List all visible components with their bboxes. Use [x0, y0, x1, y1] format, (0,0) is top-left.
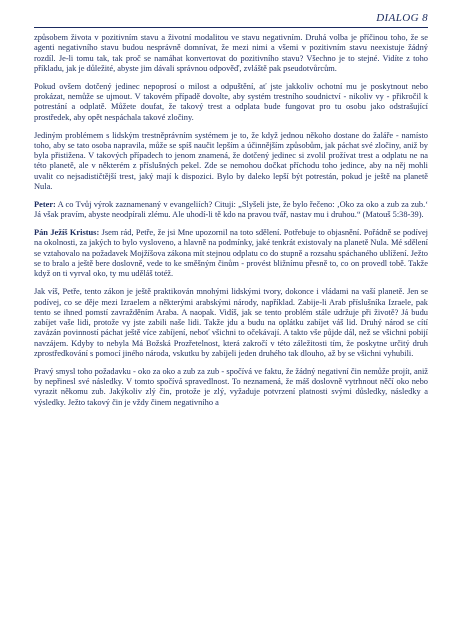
paragraph: Pravý smysl toho požadavku - oko za oko a zub za zub - spočívá ve faktu, že žádný negativní čin nemůže projít, aniž by nepřinesl své následky. V tomto spočívá spravedlnost. To neznamená, že máš doslovně vytrhnout něčí oko nebo vyrazit někomu zub. Jakýkoliv zlý čin, protože je zlý, vyžaduje potvrzení platnosti svými důsledky, následky a výsledky. Ježto takový čin je vždy činem negativního a	[34, 366, 428, 407]
dialog-peter	[34, 200, 428, 221]
paragraph: způsobem života v pozitivním stavu a životní modalitou ve stavu negativním. Druhá volba je příčinou toho, že se agenti negativního stavu budou nesprávně domnívat, že mezi nimi a všemi v pozitivním stavu neexistuje žádný rozdíl. Je-li tomu tak, tak proč se namáhat konvertovat do pozitivního stavu? Všechno je to stejné. Vidíte z toho příkladu, jak je důležité, abyste jim dávali správnou odpověď, zvláště pak pseudotvůrcům.	[34, 33, 428, 73]
dialog-text: A co Tvůj výrok zaznamenaný v evangeliích? Cituji: „Slyšeli jste, že bylo řečeno: ‚Oko za oko a zub za zub.‘ Já však pravím, abyste neodpírali zlému. Ale uhodí-li tě kdo na pravou tvář, nastav mu i druhou.“ (Matouš 5:38-39).	[34, 199, 428, 220]
dialog-jesus	[34, 228, 428, 279]
paragraph: Jediným problémem s lidským trestněprávním systémem je to, že když jednou někoho dostane do žaláře - namísto toho, aby se tato osoba napravila, může se spíš naučit lepším a účinnějším způsobům, jak páchat své zločiny, aniž by byla přistižena. V takových případech to jenom znamená, že dotčený jedinec si zvolil prožívat trest a odplatu ne na této planetě, ale v některém z příslušných pekel. Zde se nemohou dočkat příchodu toho jedince, aby na něj mohli uvalit co nejsadističtější trest, jaký mají k dispozici. Bylo by daleko lepší být potrestán, pokud je ještě na planetě Nula.	[34, 130, 428, 192]
running-header: DIALOG 8	[376, 12, 428, 24]
body-text	[34, 33, 428, 416]
dialog-text: Jsem rád, Petře, že jsi Mne upozornil na toto sdělení. Potřebuje to objasnění. Pořádně se podívej na okolnosti, za jakých to bylo vysloveno, a hlavně na podmínky, jaké tenkrát existovaly na planetě Nula. Mé sdělení se vztahovalo na požadavek Mojžíšova zákona mít stejnou odplatu co do stupně a rozsahu spáchaného ublížení. Ježto se to bralo a ještě bere doslovně, vede to ke směšným činům - provést bližnímu přesně to, co on provedl tobě. Takže když on ti vyrval oko, ty mu uděláš totéž.	[34, 228, 429, 279]
paragraph: Jak víš, Petře, tento zákon je ještě praktikován mnohými lidskými tvory, dokonce i vládami na vaší planetě. Jen se podívej, co se děje mezi Izraelem a některými arabskými národy, například. Zabije-li Arab příslušníka Izraele, pak tento se ihned pomstí zavražděním Araba. A naopak. Vidíš, jak se tento problém stále udržuje při životě? Já budu zabíjet vaše lidi, protože vy jste zabili naše lidi. Takže jdu a budu na oplátku zabíjet váš lid. Druhý národ se cítí zavázán povinností páchat ještě více zabíjení, neboť všichni to očekávají. A takto vše půjde dál, než se všichni pobijí navzájem. Kdyby to nebyla Má Božská Prozřetelnost, která zakročí v této záležitosti tím, že poskytne určitý druh zprostředkování s pomocí jiného národa, vskutku by zabíjeli jeden druhého tak dlouho, až by se všichni vyhubili.	[34, 287, 428, 358]
header-rule	[34, 27, 428, 28]
speaker-name: Pán Ježíš Kristus:	[34, 228, 100, 238]
paragraph: Pokud ovšem dotčený jedinec nepoprosí o milost a odpuštění, ať jste jakkoliv ochotní mu je poskytnout nebo prokázat, nemůže se ujmout. V takovém případě dovolte, aby systém trestního soudnictví - nikoliv vy - přikročil k potrestání a odplatě. Můžete doufat, že takový trest a odplata bude fungovat pro tu osobu jako odstrašující prostředek, aby opět nespáchala takové zločiny.	[34, 81, 428, 122]
speaker-name: Peter:	[34, 199, 56, 209]
